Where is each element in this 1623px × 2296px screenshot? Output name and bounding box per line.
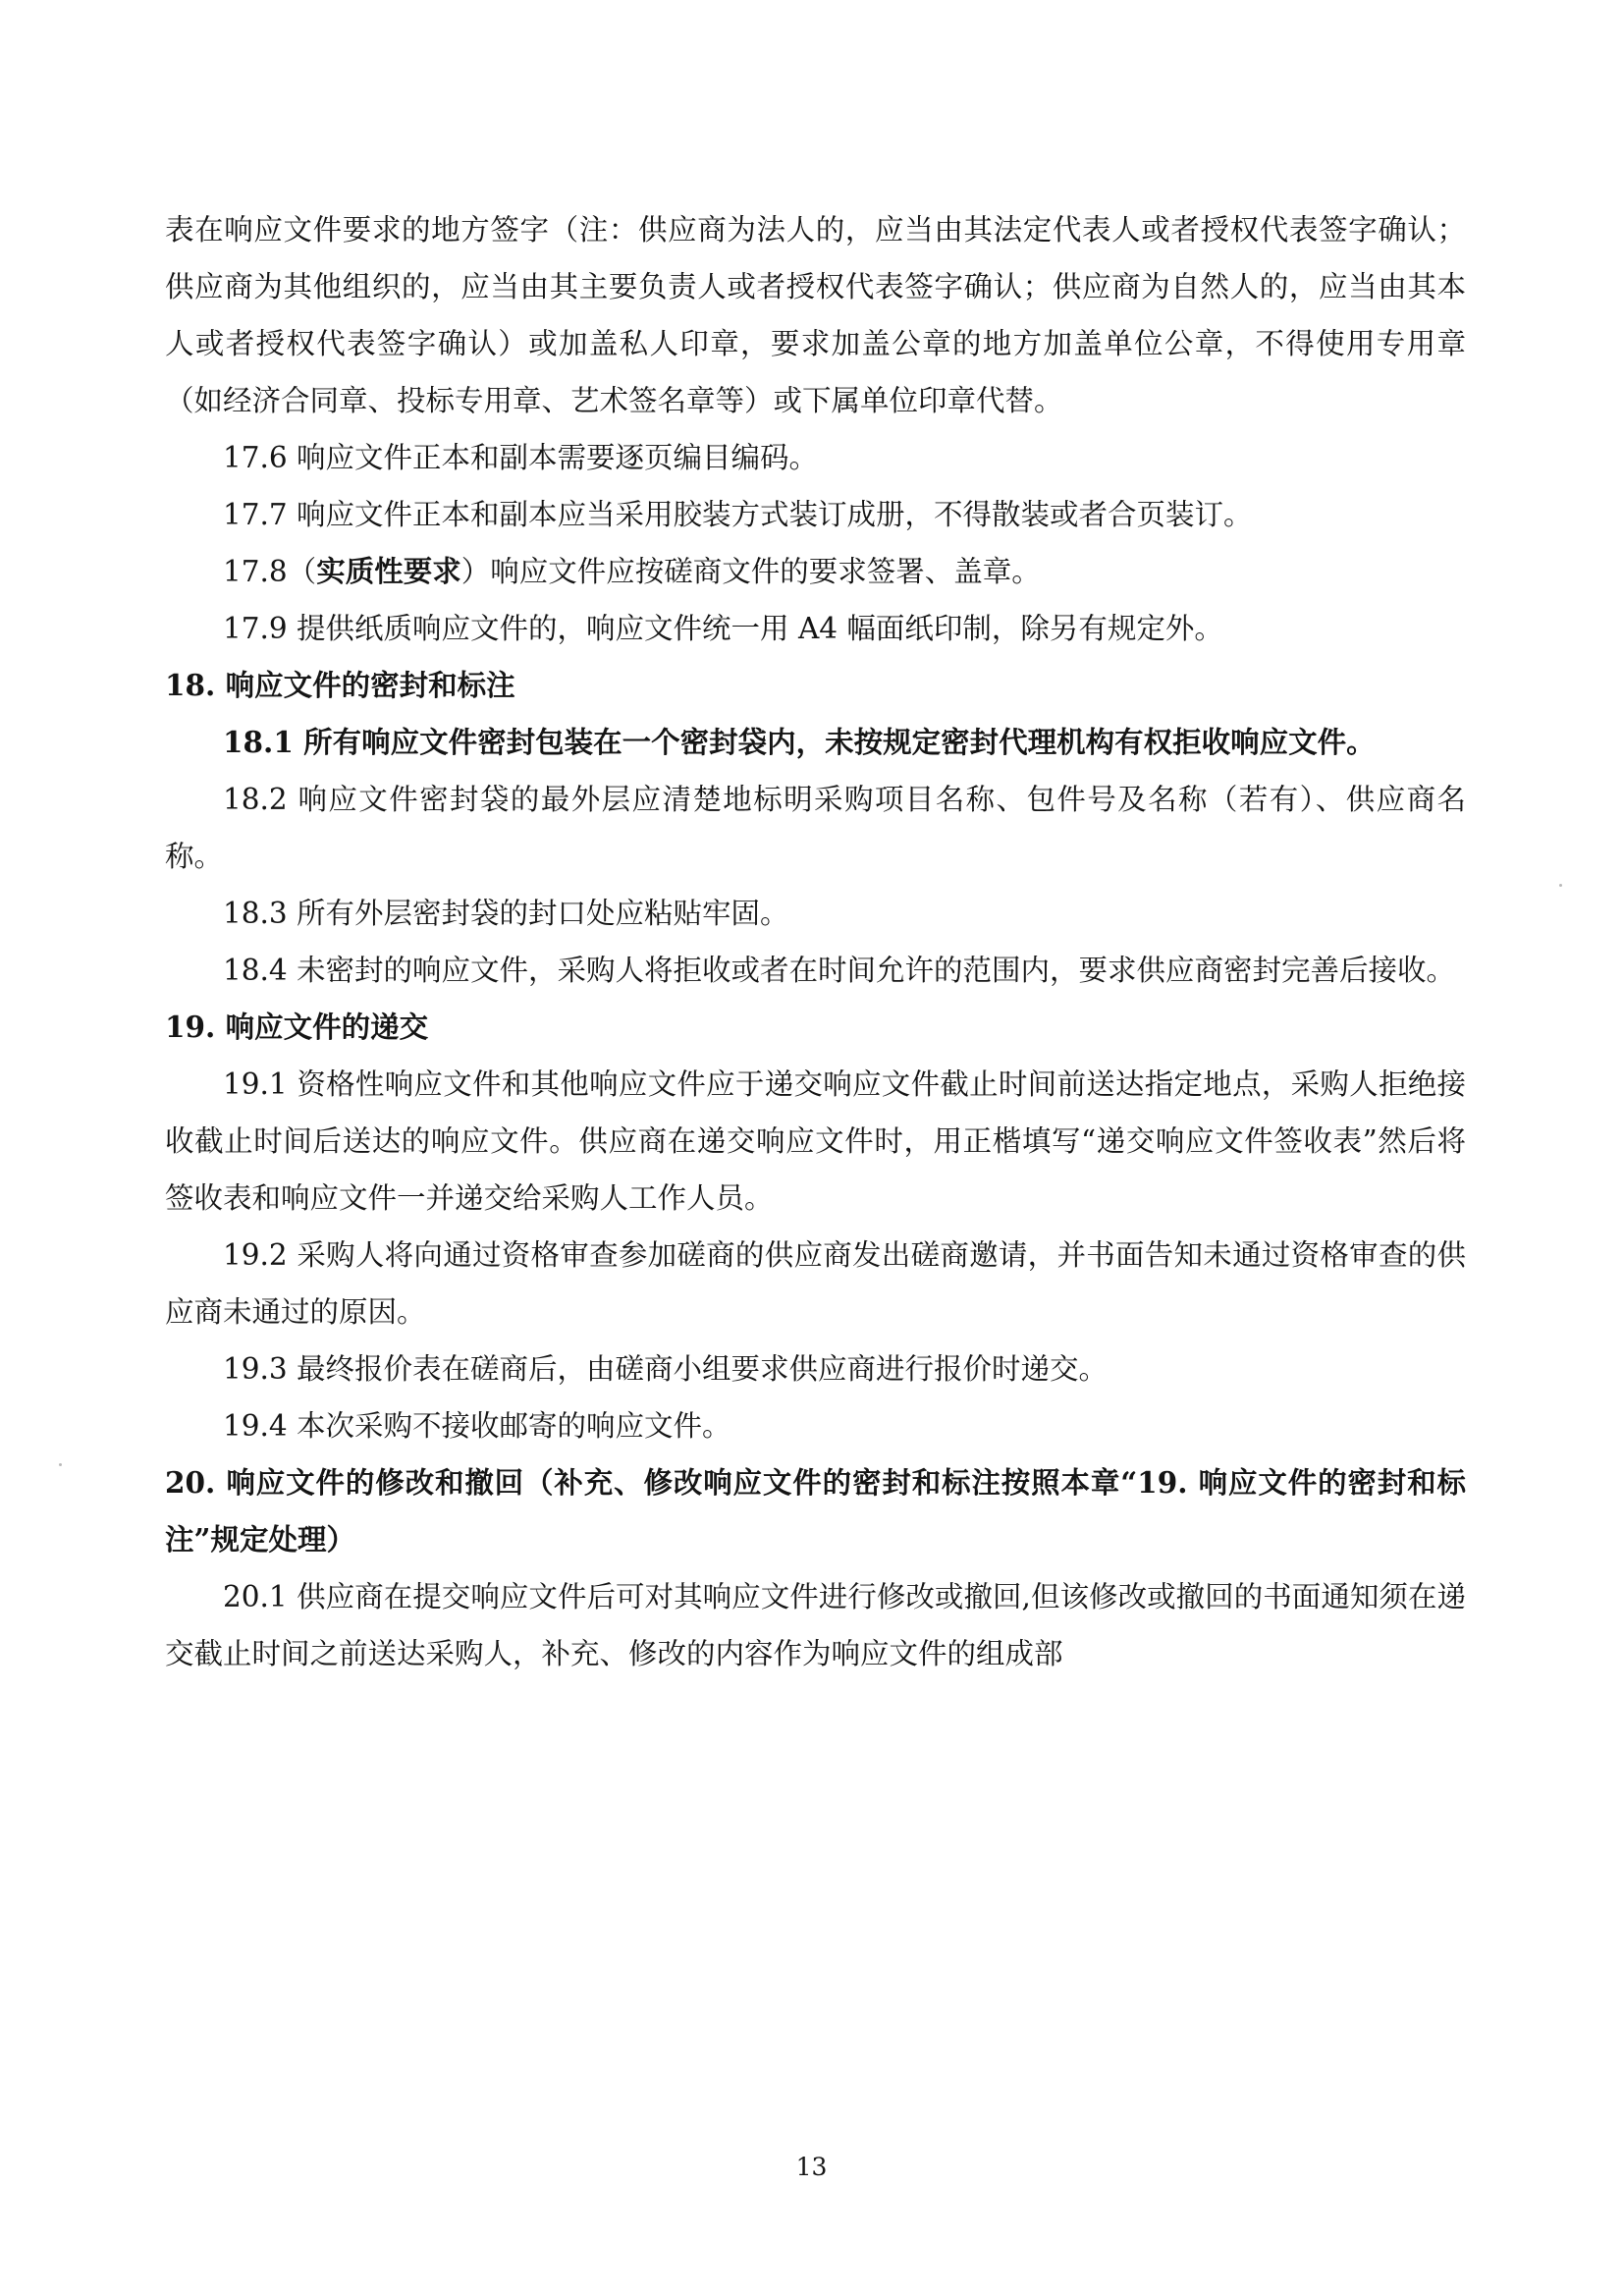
page-body <box>165 201 1466 1682</box>
paragraph-17-8-prefix: 17.8（ <box>223 555 317 588</box>
paragraph-18-1: 18.1 所有响应文件密封包装在一个密封袋内，未按规定密封代理机构有权拒收响应文件。 <box>223 725 1376 759</box>
paragraph-19-2: 19.2 采购人将向通过资格审查参加磋商的供应商发出磋商邀请，并书面告知未通过资格审查的供应商未通过的原因。 <box>165 1238 1466 1329</box>
paragraph-17-9: 17.9 提供纸质响应文件的，响应文件统一用 A4 幅面纸印制，除另有规定外。 <box>223 612 1223 645</box>
paragraph-17-6: 17.6 响应文件正本和副本需要逐页编目编码。 <box>223 441 819 474</box>
scan-speck <box>1559 884 1562 887</box>
heading-19: 19. 响应文件的递交 <box>165 1010 429 1044</box>
paragraph-20-1: 20.1 供应商在提交响应文件后可对其响应文件进行修改或撤回,但该修改或撤回的书面通知须在递交截止时间之前送达采购人，补充、修改的内容作为响应文件的组成部 <box>165 1580 1466 1670</box>
paragraph-17-5-continued: 表在响应文件要求的地方签字（注：供应商为法人的，应当由其法定代表人或者授权代表签字确认；供应商为其他组织的，应当由其主要负责人或者授权代表签字确认；供应商为自然人的，应当由其本人或者授权代表签字确认）或加盖私人印章，要求加盖公章的地方加盖单位公章，不得使用专用章（如经济合同章、投标专用章、艺术签名章等）或下属单位印章代替。 <box>165 213 1466 417</box>
heading-20: 20. 响应文件的修改和撤回（补充、修改响应文件的密封和标注按照本章“19. 响应文件的密封和标注”规定处理） <box>165 1465 1466 1557</box>
paragraph-17-7: 17.7 响应文件正本和副本应当采用胶装方式装订成册，不得散装或者合页装订。 <box>223 498 1253 531</box>
scan-speck <box>59 1463 62 1466</box>
paragraph-18-3: 18.3 所有外层密封袋的封口处应粘贴牢固。 <box>223 897 789 930</box>
paragraph-17-8-suffix: ）响应文件应按磋商文件的要求签署、盖章。 <box>460 555 1041 588</box>
paragraph-19-4: 19.4 本次采购不接收邮寄的响应文件。 <box>223 1409 731 1443</box>
paragraph-17-8 <box>165 543 1466 600</box>
paragraph-19-3: 19.3 最终报价表在磋商后，由磋商小组要求供应商进行报价时递交。 <box>223 1352 1109 1386</box>
paragraph-18-2: 18.2 响应文件密封袋的最外层应清楚地标明采购项目名称、包件号及名称（若有）、供应商名称。 <box>165 783 1466 873</box>
page-number: 13 <box>795 2153 828 2181</box>
heading-18: 18. 响应文件的密封和标注 <box>165 668 515 702</box>
paragraph-19-1: 19.1 资格性响应文件和其他响应文件应于递交响应文件截止时间前送达指定地点，采购人拒绝接收截止时间后送达的响应文件。供应商在递交响应文件时，用正楷填写“递交响应文件签收表”然后将签收表和响应文件一并递交给采购人工作人员。 <box>165 1067 1466 1215</box>
paragraph-18-4: 18.4 未密封的响应文件，采购人将拒收或者在时间允许的范围内，要求供应商密封完善后接收。 <box>223 954 1456 987</box>
paragraph-17-8-emphasis: 实质性要求 <box>316 554 461 588</box>
